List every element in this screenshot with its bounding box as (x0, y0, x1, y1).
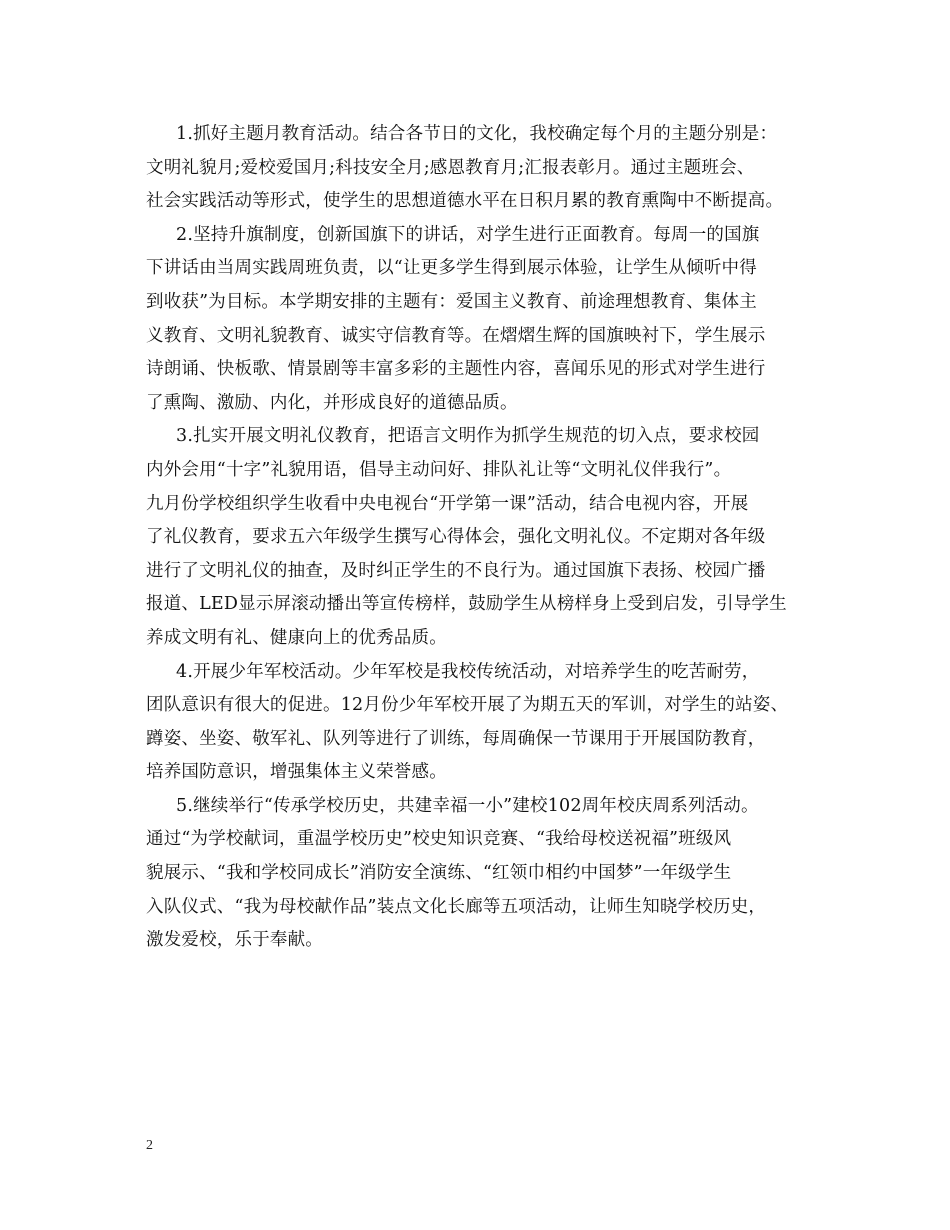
paragraph-line: 1.抓好主题月教育活动。结合各节日的文化，我校确定每个月的主题分别是： (176, 124, 778, 144)
paragraph-line: 激发爱校，乐于奉献。 (146, 930, 323, 951)
paragraph-line: 社会实践活动等形式，使学生的思想道德水平在日积月累的教育熏陶中不断提高。 (146, 191, 784, 212)
paragraph-line: 蹲姿、坐姿、敬军礼、队列等进行了训练，每周确保一节课用于开展国防教育， (146, 728, 766, 749)
paragraph-line: 报道、LED显示屏滚动播出等宣传榜样，鼓励学生从榜样身上受到启发，引导学生 (146, 594, 787, 615)
paragraph-3 (146, 420, 816, 655)
document-body (146, 118, 816, 958)
paragraph-line: 入队仪式、“我为母校献作品”装点文化长廊等五项活动，让师生知晓学校历史， (146, 896, 767, 917)
paragraph-line: 到收获”为目标。本学期安排的主题有：爱国主义教育、前途理想教育、集体主 (146, 291, 757, 312)
paragraph-5 (146, 790, 816, 958)
paragraph-line: 培养国防意识，增强集体主义荣誉感。 (146, 762, 447, 783)
paragraph-line: 3.扎实开展文明礼仪教育，把语言文明作为抓学生规范的切入点，要求校园 (176, 426, 760, 447)
paragraph-1 (146, 118, 816, 219)
paragraph-line: 了礼仪教育，要求五六年级学生撰写心得体会，强化文明礼仪。不定期对各年级 (146, 527, 766, 548)
paragraph-line: 诗朗诵、快板歌、情景剧等丰富多彩的主题性内容，喜闻乐见的形式对学生进行 (146, 359, 766, 380)
paragraph-line: 文明礼貌月;爱校爱国月;科技安全月;感恩教育月;汇报表彰月。通过主题班会、 (146, 157, 755, 178)
paragraph-line: 进行了文明礼仪的抽查，及时纠正学生的不良行为。通过国旗下表扬、校园广播 (146, 560, 766, 581)
paragraph-line: 5.继续举行“传承学校历史，共建幸福一小”建校102周年校庆周系列活动。 (176, 795, 759, 816)
paragraph-line: 4.开展少年军校活动。少年军校是我校传统活动，对培养学生的吃苦耐劳， (176, 661, 760, 682)
paragraph-line: 了熏陶、激励、内化，并形成良好的道德品质。 (146, 392, 518, 413)
paragraph-4 (146, 656, 816, 790)
paragraph-line: 团队意识有很大的促进。12月份少年军校开展了为期五天的军训，对学生的站姿、 (146, 695, 789, 716)
paragraph-line: 下讲话由当周实践周班负责，以“让更多学生得到展示体验，让学生从倾听中得 (146, 258, 757, 279)
page-number: 2 (146, 1138, 153, 1153)
paragraph-line: 义教育、文明礼貌教育、诚实守信教育等。在熠熠生辉的国旗映衬下，学生展示 (146, 325, 766, 346)
paragraph-line: 貌展示、“我和学校同成长”消防安全演练、“红领巾相约中国梦”一年级学生 (146, 863, 732, 884)
paragraph-2 (146, 219, 816, 421)
paragraph-line: 内外会用“十字”礼貌用语，倡导主动问好、排队礼让等“文明礼仪伴我行”。 (146, 459, 732, 480)
paragraph-line: 通过“为学校献词，重温学校历史”校史知识竞赛、“我给母校送祝福”班级风 (146, 829, 732, 850)
paragraph-line: 2.坚持升旗制度，创新国旗下的讲话，对学生进行正面教育。每周一的国旗 (176, 224, 760, 245)
paragraph-line: 九月份学校组织学生收看中央电视台“开学第一课”活动，结合电视内容，开展 (146, 493, 749, 514)
paragraph-line: 养成文明有礼、健康向上的优秀品质。 (146, 627, 447, 648)
